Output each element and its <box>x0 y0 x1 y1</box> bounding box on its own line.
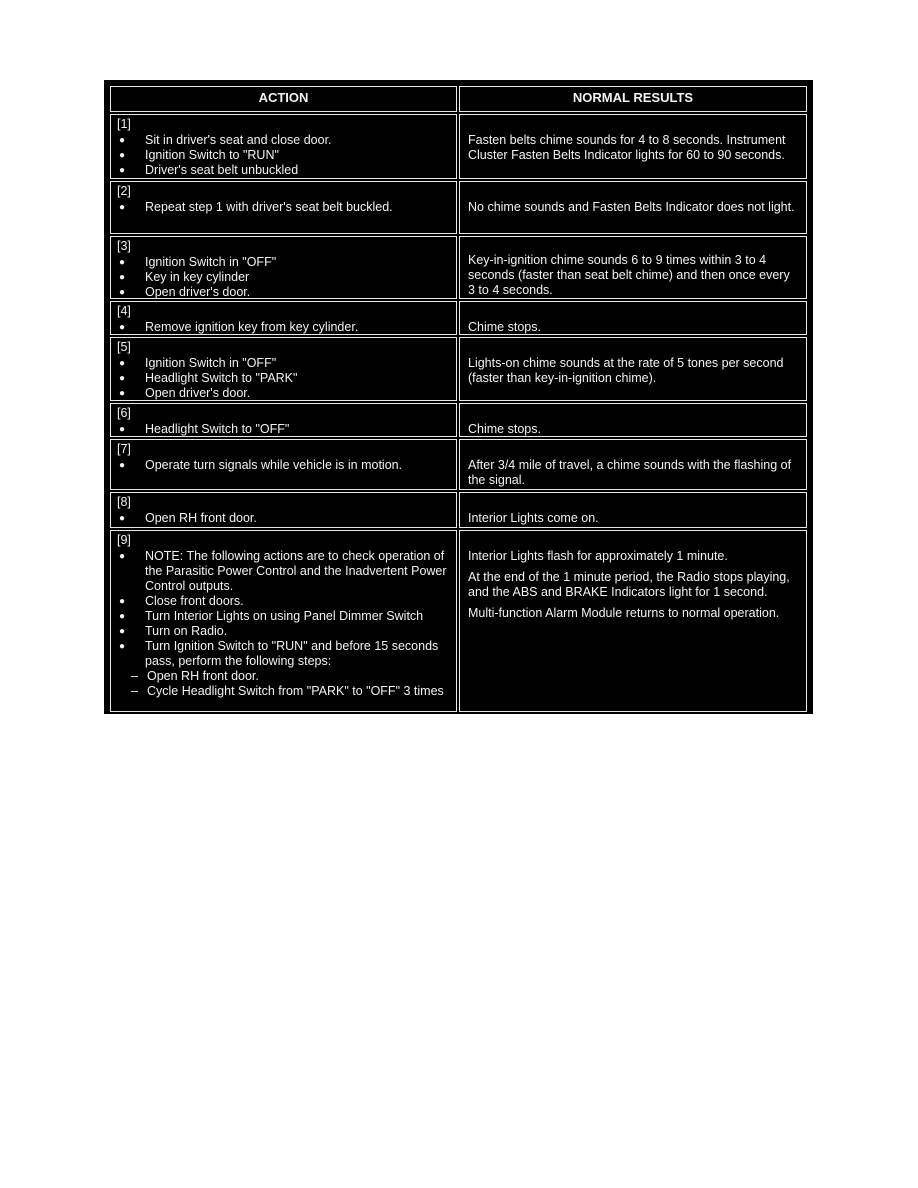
action-item: ● Ignition Switch to "RUN" <box>117 148 450 163</box>
action-item: ● Open driver's door. <box>117 386 450 401</box>
result-text: Key-in-ignition chime sounds 6 to 9 times within 3 to 4 seconds (faster than seat belt chime) and then once every 3 to 4 seconds. <box>468 253 790 297</box>
action-item: ● NOTE: The following actions are to check operation of the Parasitic Power Control and the Inadvertent Power Control outputs. <box>117 549 450 594</box>
action-item: ● Open driver's door. <box>117 285 450 300</box>
result-cell-5 <box>459 337 807 401</box>
result-text: Chime stops. <box>468 422 541 436</box>
result-text: Multi-function Alarm Module returns to normal operation. <box>468 606 780 620</box>
result-text: Interior Lights flash for approximately 1 minute. <box>468 549 728 563</box>
sub-action-item: – Cycle Headlight Switch from "PARK" to "OFF" 3 times <box>131 684 450 699</box>
step-number: [2] <box>117 184 131 198</box>
action-item: ● Open RH front door. <box>117 511 450 526</box>
action-item: ● Turn on Radio. <box>117 624 450 639</box>
table-grid <box>110 86 807 708</box>
result-cell-7 <box>459 439 807 490</box>
action-cell-5 <box>110 337 457 401</box>
result-text: No chime sounds and Fasten Belts Indicator does not light. <box>468 200 795 214</box>
action-item: ● Remove ignition key from key cylinder. <box>117 320 450 335</box>
result-text: At the end of the 1 minute period, the Radio stops playing, and the ABS and BRAKE Indicators light for 1 second. <box>468 570 790 599</box>
action-item: ● Headlight Switch to "PARK" <box>117 371 450 386</box>
step-number: [8] <box>117 495 131 509</box>
result-cell-3 <box>459 236 807 299</box>
action-cell-2 <box>110 181 457 234</box>
step-number: [1] <box>117 117 131 131</box>
result-text: Fasten belts chime sounds for 4 to 8 seconds. Instrument Cluster Fasten Belts Indicator lights for 60 to 90 seconds. <box>468 133 786 162</box>
action-cell-7 <box>110 439 457 490</box>
action-item: ● Turn Ignition Switch to "RUN" and before 15 seconds pass, perform the following steps: <box>117 639 450 669</box>
action-item: ● Driver's seat belt unbuckled <box>117 163 450 178</box>
result-cell-4 <box>459 301 807 335</box>
action-item: ● Ignition Switch in "OFF" <box>117 356 450 371</box>
header-normal-results: NORMAL RESULTS <box>459 86 807 112</box>
result-cell-9 <box>459 530 807 712</box>
sub-action-item: – Open RH front door. <box>131 669 450 684</box>
action-cell-4 <box>110 301 457 335</box>
action-cell-3 <box>110 236 457 299</box>
action-item: ● Operate turn signals while vehicle is in motion. <box>117 458 450 473</box>
result-text: Chime stops. <box>468 320 541 334</box>
action-item: ● Sit in driver's seat and close door. <box>117 133 450 148</box>
result-cell-2 <box>459 181 807 234</box>
action-cell-6 <box>110 403 457 437</box>
action-item: ● Close front doors. <box>117 594 450 609</box>
action-item: ● Ignition Switch in "OFF" <box>117 255 450 270</box>
result-text: Lights-on chime sounds at the rate of 5 tones per second (faster than key-in-ignition chime). <box>468 356 784 385</box>
action-item: ● Key in key cylinder <box>117 270 450 285</box>
action-cell-9 <box>110 530 457 712</box>
step-number: [4] <box>117 304 131 318</box>
action-cell-1 <box>110 114 457 179</box>
step-number: [7] <box>117 442 131 456</box>
action-cell-8 <box>110 492 457 528</box>
result-text: After 3/4 mile of travel, a chime sounds with the flashing of the signal. <box>468 458 792 487</box>
result-text: Interior Lights come on. <box>468 511 599 525</box>
action-item: ● Turn Interior Lights on using Panel Dimmer Switch <box>117 609 450 624</box>
step-number: [9] <box>117 533 131 547</box>
test-procedure-table <box>104 80 813 714</box>
action-item: ● Repeat step 1 with driver's seat belt buckled. <box>117 200 450 215</box>
step-number: [3] <box>117 239 131 253</box>
step-number: [5] <box>117 340 131 354</box>
header-action: ACTION <box>110 86 457 112</box>
action-item: ● Headlight Switch to "OFF" <box>117 422 450 437</box>
result-cell-1 <box>459 114 807 179</box>
result-cell-6 <box>459 403 807 437</box>
step-number: [6] <box>117 406 131 420</box>
result-cell-8 <box>459 492 807 528</box>
